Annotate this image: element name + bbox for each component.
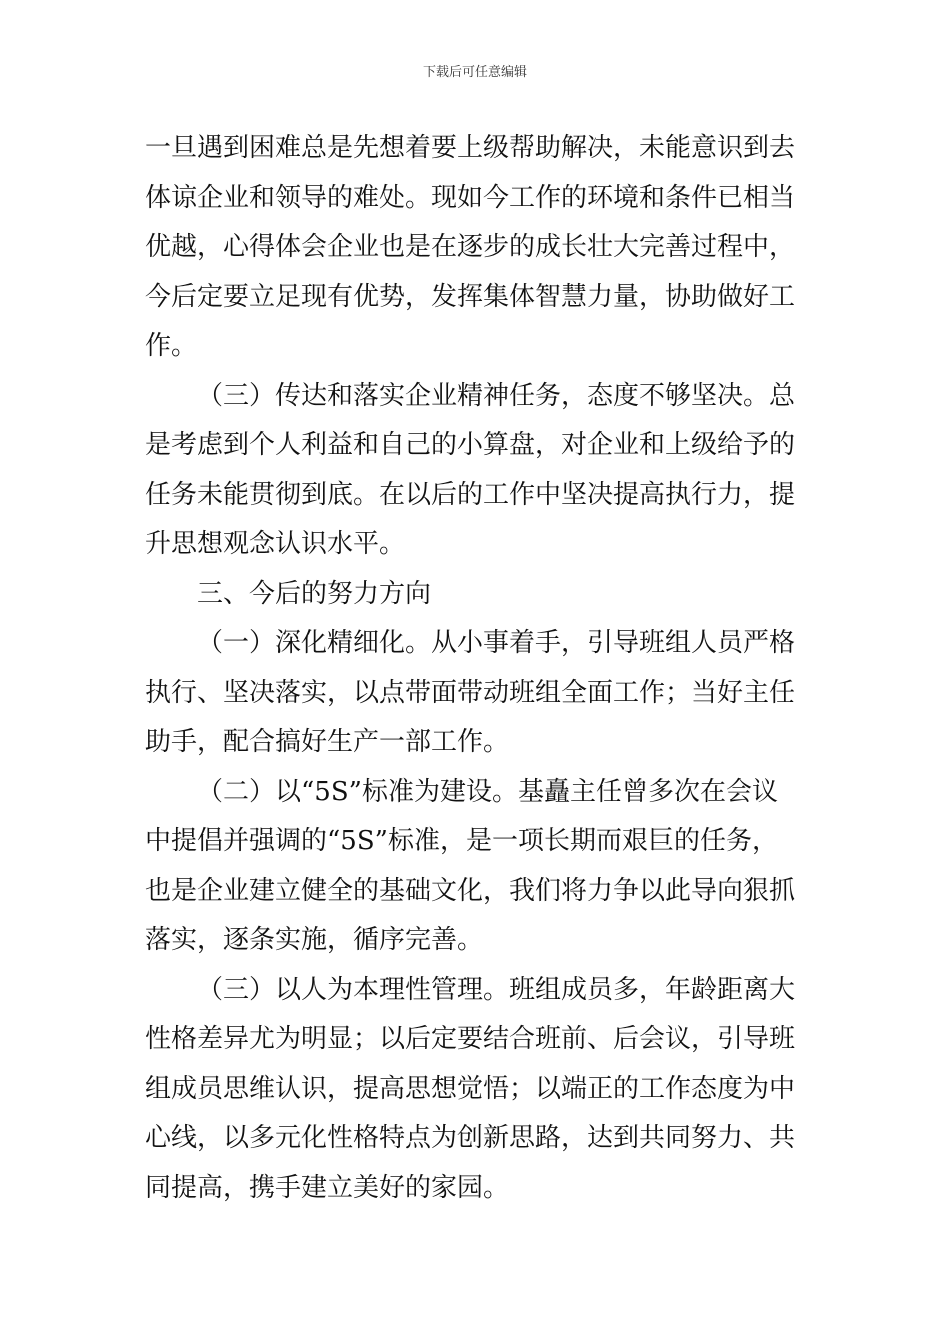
document-body: [145, 124, 809, 1213]
text-line: 优越，心得体会企业也是在逐步的成长壮大完善过程中，: [145, 232, 796, 262]
text-line: 也是企业建立健全的基础文化，我们将力争以此导向狠抓: [145, 875, 796, 906]
text-line: 执行、坚决落实，以点带面带动班组全面工作；当好主任: [145, 677, 796, 708]
text-line: 升思想观念认识水平。: [145, 529, 406, 559]
text-line: 一旦遇到困难总是先想着要上级帮助解决，未能意识到去: [145, 133, 796, 163]
page-header: 下载后可任意编辑: [422, 65, 527, 80]
text-line: 落实，逐条实施，循序完善。: [145, 925, 484, 955]
text-line: 组成员思维认识，提高思想觉悟；以端正的工作态度为中: [145, 1073, 796, 1104]
text-line: 助手，配合搞好生产一部工作。: [145, 727, 510, 757]
text-line: 中提倡并强调的“5S”标准，是一项长期而艰巨的任务，: [145, 826, 778, 856]
text-line: 性格差异尤为明显；以后定要结合班前、后会议，引导班: [145, 1024, 796, 1054]
text-line: 是考虑到个人利益和自己的小算盘，对企业和上级给予的: [145, 430, 796, 460]
text-line: 作。: [145, 331, 198, 361]
text-line: 体谅企业和领导的难处。现如今工作的环境和条件已相当: [145, 182, 796, 213]
text-line: 同提高，携手建立美好的家园。: [145, 1172, 510, 1203]
text-line: 今后定要立足现有优势，发挥集体智慧力量，协助做好工: [145, 281, 796, 312]
text-line: 心线，以多元化性格特点为创新思路，达到共同努力、共: [145, 1123, 796, 1153]
text-line: 任务未能贯彻到底。在以后的工作中坚决提高执行力，提: [145, 479, 796, 510]
text-line: （二）以“5S”标准为建设。基矗主任曾多次在会议: [197, 776, 778, 807]
text-line: （一）深化精细化。从小事着手，引导班组人员严格: [197, 628, 796, 658]
section-heading: 三、今后的努力方向: [197, 578, 432, 609]
text-line: （三）以人为本理性管理。班组成员多，年龄距离大: [197, 974, 796, 1005]
text-line: （三）传达和落实企业精神任务，态度不够坚决。总: [197, 380, 796, 411]
